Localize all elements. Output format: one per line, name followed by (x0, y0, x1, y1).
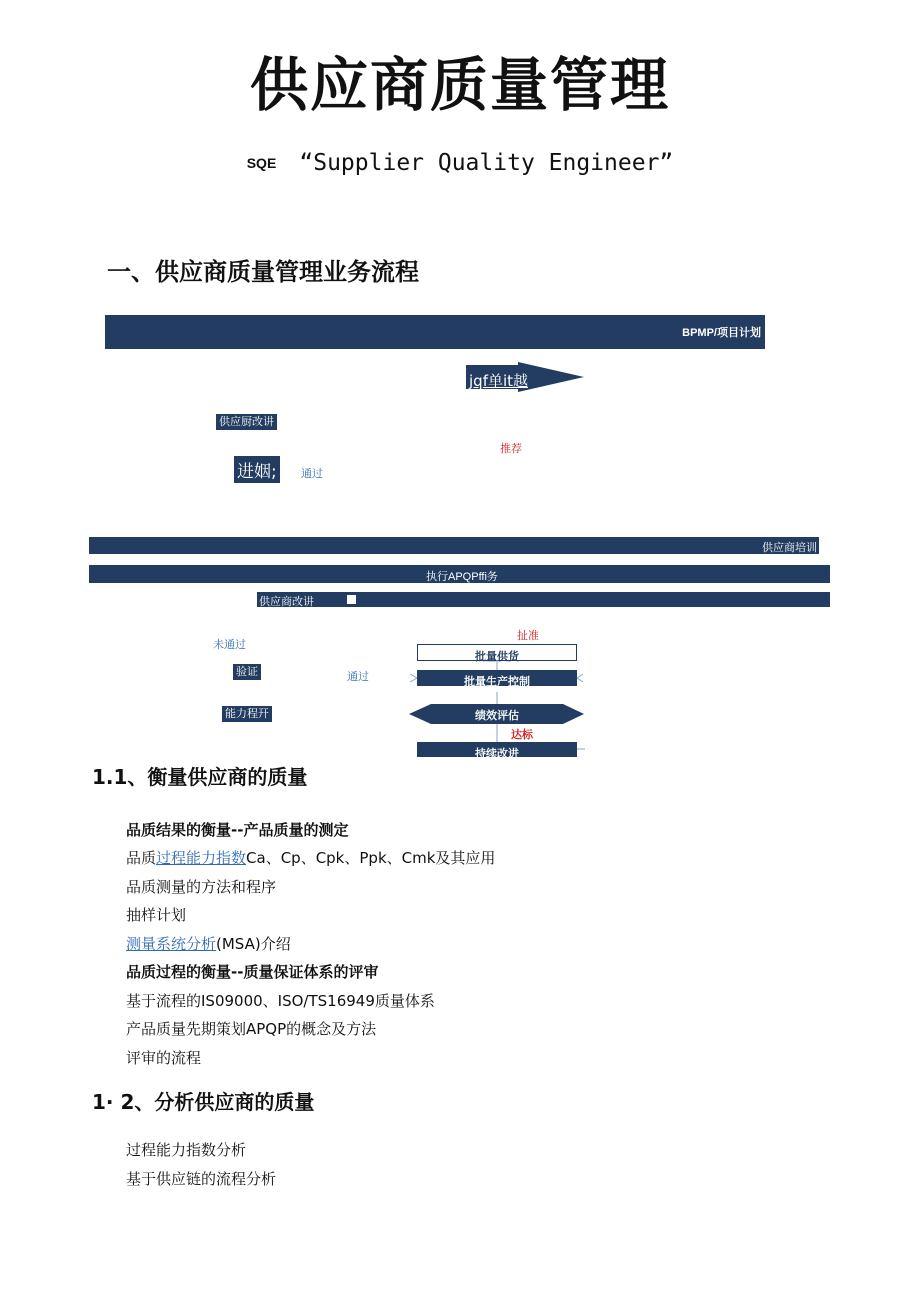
section-heading-process: 一、供应商质量管理业务流程 (107, 258, 419, 286)
link-process-capability[interactable]: 过程能力指数 (156, 849, 247, 867)
list-item: 品质结果的衡量--产品质量的测定 (126, 821, 349, 839)
flow-arrow-label: jqf单it越 (469, 372, 529, 390)
flow-box-batch-supply-label: 批量供货 (475, 650, 519, 663)
list-item: 产品质量先期策划APQP的概念及方法 (126, 1020, 377, 1038)
flow-bar-bpmp-label: BPMP/项目计划 (682, 327, 761, 339)
flow-box-supplier-improve-1: 供应厨改讲 (216, 414, 277, 430)
list-item: 过程能力指数分析 (126, 1141, 247, 1159)
flow-label-not-passed: 未通过 (213, 638, 246, 651)
list-item: 品质过程的衡量--质量保证体系的评审 (126, 963, 379, 981)
flow-label-approve: 扯准 (517, 629, 539, 642)
list-item: 品质测量的方法和程序 (126, 878, 277, 896)
document-subtitle (0, 150, 920, 176)
subtitle-abbreviation: SQE (246, 155, 277, 171)
flow-hexagon-label: 绩效评估 (475, 709, 519, 722)
flow-label-recommend: 推荐 (500, 442, 522, 455)
flow-bar-training (89, 537, 819, 554)
flow-label-reach-standard: 达标 (511, 728, 533, 741)
flow-bar-bpmp (105, 315, 765, 349)
flow-box-batch-control-label: 批量生产控制 (464, 675, 530, 688)
flow-bar-supplier-improve-label: 供应商改讲 (259, 596, 314, 608)
document-title: 供应商质量管理 (249, 51, 670, 119)
list-item: 基于流程的IS09000、ISO/TS16949质量体系 (126, 992, 435, 1010)
flow-bar-apqp (89, 565, 830, 583)
flow-box-capability: 能力程幵 (222, 706, 272, 722)
flow-label-pass-1: 通过 (301, 467, 323, 480)
flow-box-continuous-improve (417, 742, 577, 760)
flow-box-continuous-improve-label: 持续改进 (475, 747, 519, 760)
list-item: 基于供应链的流程分析 (126, 1170, 277, 1188)
section-heading-measure: 1.1、衡量供应商的质量 (92, 765, 308, 789)
list-item: 测量系统分析(MSA)介绍 (126, 935, 291, 953)
subtitle-full-name: “Supplier Quality Engineer” (299, 150, 674, 176)
list-item: 品质过程能力指数Ca、Cp、Cpk、Ppk、Cmk及其应用 (126, 849, 496, 867)
link-msa[interactable]: 测量系统分析 (126, 935, 217, 953)
flow-small-square (347, 595, 356, 604)
flow-box-verify: 验证 (233, 664, 261, 680)
flow-box-batch-control (417, 670, 577, 686)
flow-bar-training-label: 供应商培训 (762, 542, 817, 554)
flow-box-progress: 进姻; (234, 456, 280, 483)
flow-bar-supplier-improve (257, 592, 830, 607)
list-item: 评审的流程 (126, 1049, 202, 1067)
section-heading-analyze: 1· 2、分析供应商的质量 (92, 1090, 315, 1114)
list-item: 抽样计划 (126, 906, 187, 924)
flow-bar-apqp-label: 执行APQPffi务 (426, 571, 498, 583)
flow-label-pass-2: 通过 (347, 670, 369, 683)
